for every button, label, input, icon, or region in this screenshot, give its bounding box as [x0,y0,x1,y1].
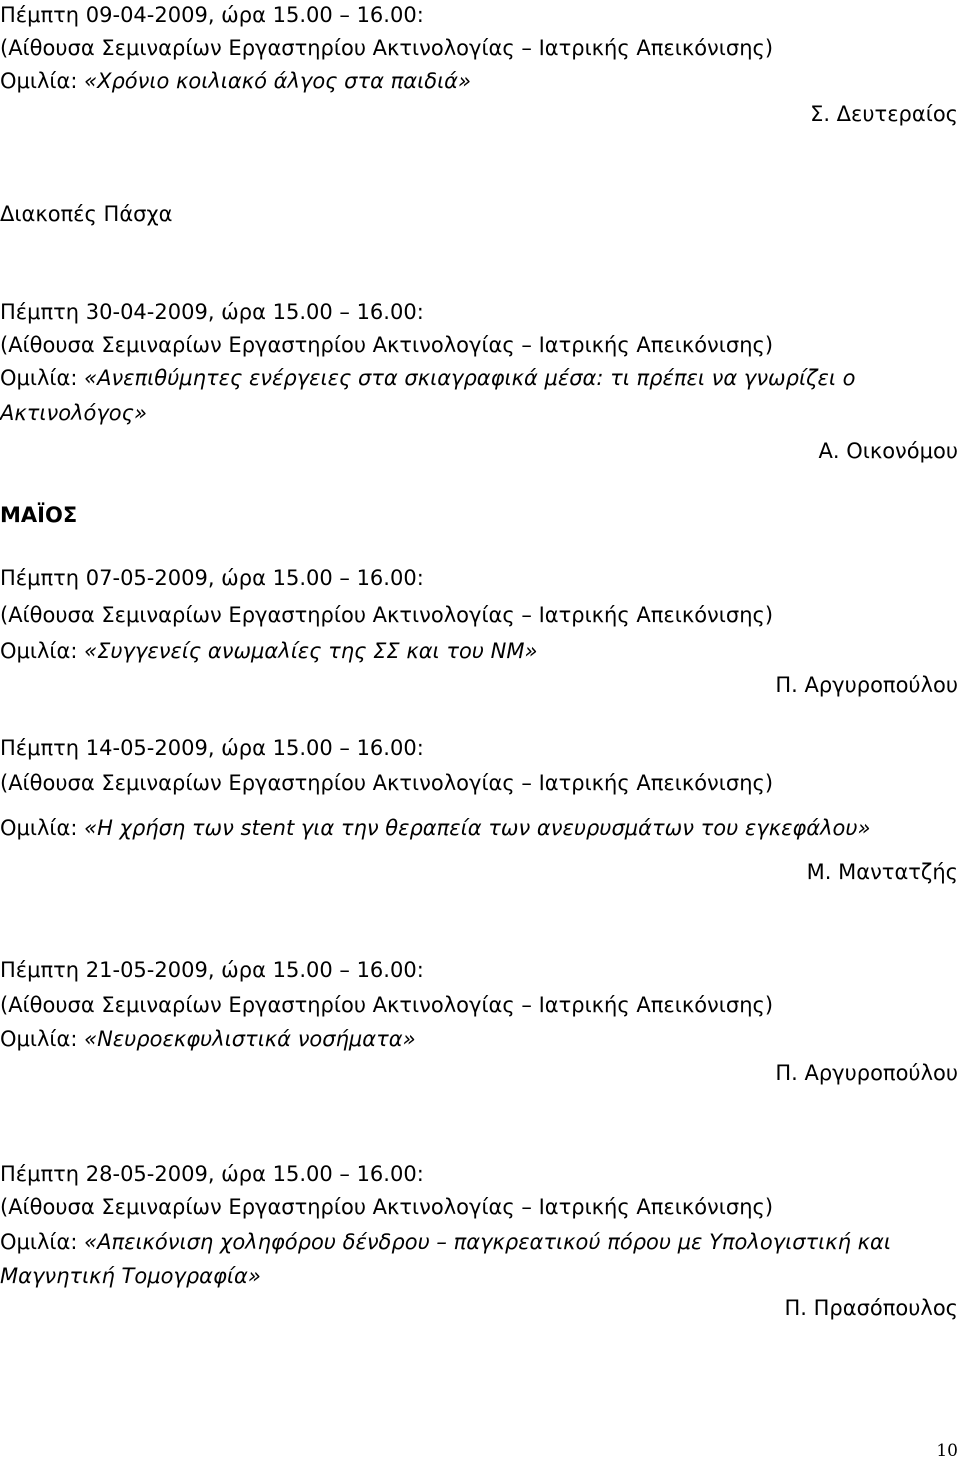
entry-speaker: Α. Οικονόμου [818,439,958,463]
entry-room: (Αίθουσα Σεμιναρίων Εργαστηρίου Ακτινολογίας – Ιατρικής Απεικόνισης) [0,1195,774,1219]
talk-title: «Συγγενείς ανωμαλίες της ΣΣ και του ΝΜ» [84,639,538,663]
entry-room: (Αίθουσα Σεμιναρίων Εργαστηρίου Ακτινολογίας – Ιατρικής Απεικόνισης) [0,603,774,627]
entry-speaker: Π. Πρασόπουλος [784,1296,958,1320]
talk-label: Ομιλία: [0,1230,85,1254]
page-number: 10 [936,1441,958,1461]
entry-date: Πέμπτη 21-05-2009, ώρα 15.00 – 16.00: [0,958,424,982]
talk-title-continued: Ακτινολόγος» [0,401,147,425]
entry-room: (Αίθουσα Σεμιναρίων Εργαστηρίου Ακτινολογίας – Ιατρικής Απεικόνισης) [0,36,774,60]
talk-title: «Η χρήση των stent για την θεραπεία των ανευρυσμάτων του εγκεφάλου» [84,816,871,840]
holiday-note: Διακοπές Πάσχα [0,202,173,226]
entry-talk [0,1024,416,1054]
entry-talk [0,1227,891,1257]
entry-date: Πέμπτη 30-04-2009, ώρα 15.00 – 16.00: [0,300,424,324]
talk-title: «Ανεπιθύμητες ενέργειες στα σκιαγραφικά μέσα: τι πρέπει να γνωρίζει ο [84,366,856,390]
talk-label: Ομιλία: [0,69,85,93]
entry-date: Πέμπτη 07-05-2009, ώρα 15.00 – 16.00: [0,566,424,590]
talk-title: «Χρόνιο κοιλιακό άλγος στα παιδιά» [84,69,471,93]
entry-date: Πέμπτη 09-04-2009, ώρα 15.00 – 16.00: [0,3,424,27]
entry-talk [0,813,871,843]
entry-speaker: Π. Αργυροπούλου [775,1061,958,1085]
talk-label: Ομιλία: [0,639,85,663]
entry-talk [0,66,471,96]
talk-label: Ομιλία: [0,1027,85,1051]
talk-label: Ομιλία: [0,366,85,390]
month-heading: ΜΑΪΟΣ [0,503,78,527]
entry-room: (Αίθουσα Σεμιναρίων Εργαστηρίου Ακτινολογίας – Ιατρικής Απεικόνισης) [0,771,774,795]
talk-label: Ομιλία: [0,816,85,840]
entry-talk [0,363,855,393]
entry-date: Πέμπτη 14-05-2009, ώρα 15.00 – 16.00: [0,736,424,760]
entry-speaker: Μ. Μαντατζής [806,860,958,884]
entry-room: (Αίθουσα Σεμιναρίων Εργαστηρίου Ακτινολογίας – Ιατρικής Απεικόνισης) [0,333,774,357]
talk-title-continued: Μαγνητική Τομογραφία» [0,1264,261,1288]
talk-title: «Νευροεκφυλιστικά νοσήματα» [84,1027,416,1051]
talk-title: «Απεικόνιση χοληφόρου δένδρου – παγκρεατικού πόρου με Υπολογιστική και [84,1230,891,1254]
entry-talk [0,636,537,666]
entry-speaker: Π. Αργυροπούλου [775,673,958,697]
entry-date: Πέμπτη 28-05-2009, ώρα 15.00 – 16.00: [0,1162,424,1186]
entry-speaker: Σ. Δευτεραίος [810,102,958,126]
entry-room: (Αίθουσα Σεμιναρίων Εργαστηρίου Ακτινολογίας – Ιατρικής Απεικόνισης) [0,993,774,1017]
